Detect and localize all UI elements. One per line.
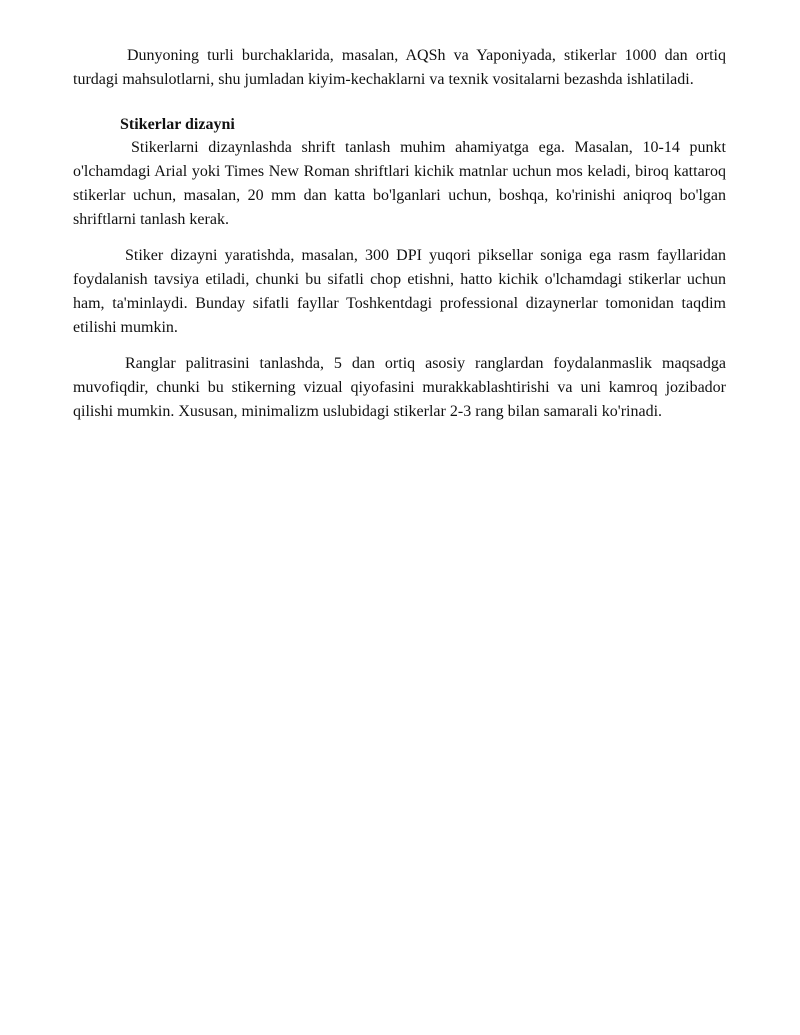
font-choice-paragraph: Stikerlarni dizaynlashda shrift tanlash muhim ahamiyatga ega. Masalan, 10-14 punkt o'lchamdagi Arial yoki Times New Roman shriftlari kichik matnlar uchun mos keladi, biroq kattaroq stikerlar uchun, masalan, 20 mm dan katta bo'lganlari uchun, boshqa, ko'rinishi aniqroq bo'lgan shriftlarni tanlash kerak.	[73, 139, 726, 228]
section-heading: Stikerlar dizayni	[120, 116, 235, 133]
intro-paragraph: Dunyoning turli burchaklarida, masalan, AQSh va Yaponiyada, stikerlar 1000 dan ortiq turdagi mahsulotlarni, shu jumladan kiyim-kechaklarni va texnik vositalarni bezashda ishlatiladi.	[73, 47, 726, 88]
document-body	[73, 44, 726, 424]
spacer	[73, 232, 726, 244]
spacer	[73, 340, 726, 352]
image-resolution-paragraph: Stiker dizayni yaratishda, masalan, 300 DPI yuqori piksellar soniga ega rasm fayllaridan foydalanish tavsiya etiladi, chunki bu sifatli chop etishni, hatto kichik o'lchamdagi stikerlar uchun ham, ta'minlaydi. Bunday sifatli fayllar Toshkentdagi professional dizaynerlar tomonidan taqdim etilishi mumkin.	[73, 247, 726, 336]
color-palette-paragraph: Ranglar palitrasini tanlashda, 5 dan ortiq asosiy ranglardan foydalanmaslik maqsadga muvofiqdir, chunki bu stikerning vizual qiyofasini murakkablashtirishi va uni kamroq jozibador qilishi mumkin. Xususan, minimalizm uslubidagi stikerlar 2-3 rang bilan samarali ko'rinadi.	[73, 355, 726, 420]
spacer	[73, 92, 726, 114]
